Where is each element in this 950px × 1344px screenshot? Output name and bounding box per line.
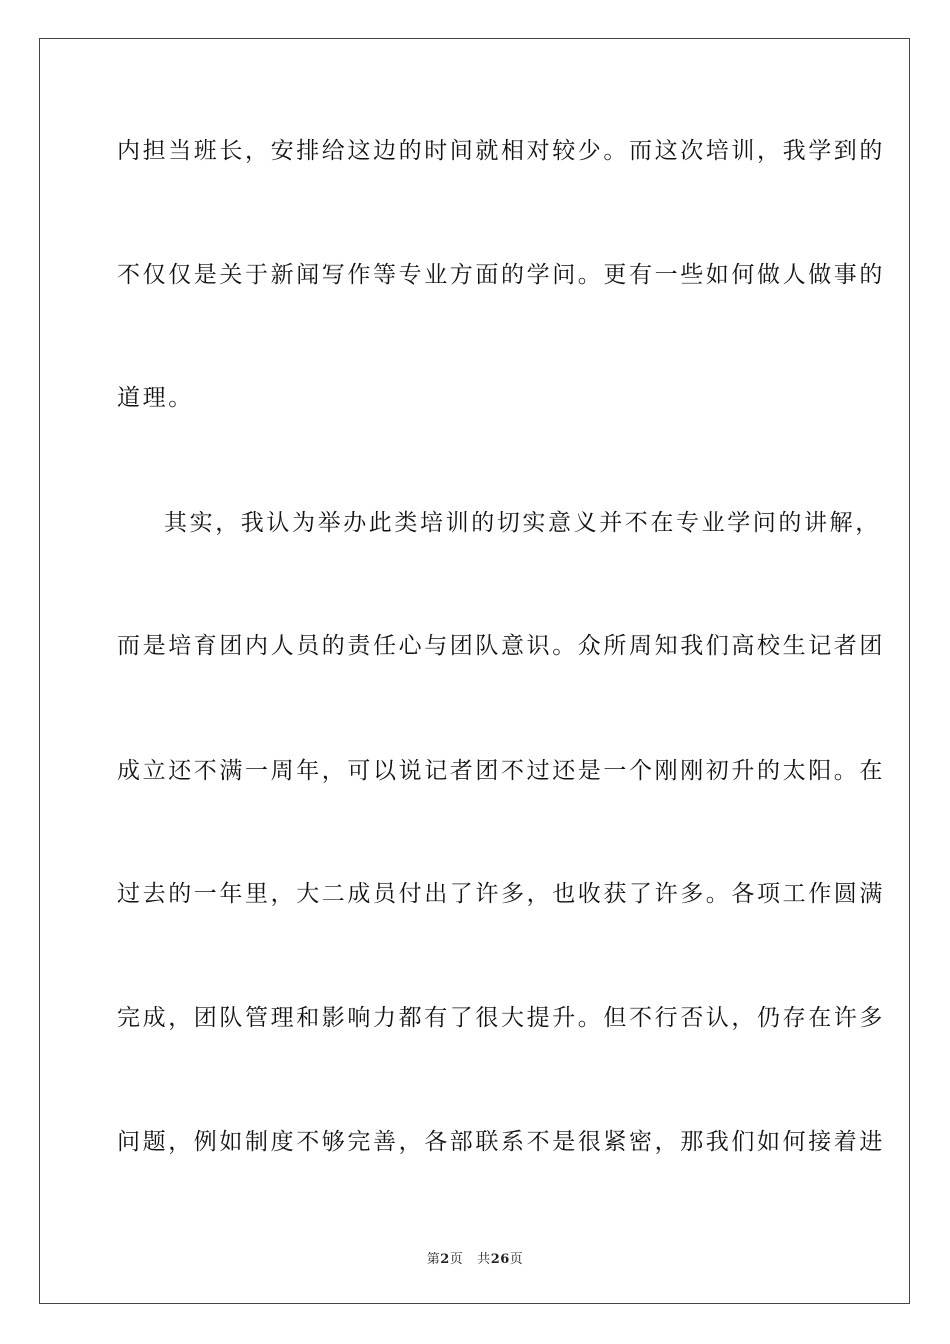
total-prefix: 共 xyxy=(477,1252,491,1267)
total-suffix: 页 xyxy=(509,1252,524,1267)
page-footer xyxy=(0,1248,950,1267)
text-line: 问题，例如制度不够完善，各部联系不是很紧密，那我们如何接着进 xyxy=(117,1129,885,1155)
text-line: 成立还不满一周年，可以说记者团不过还是一个刚刚初升的太阳。在 xyxy=(117,758,885,784)
total-pages: 26 xyxy=(490,1252,510,1267)
page-border xyxy=(39,38,910,1304)
page-prefix: 第 xyxy=(426,1252,441,1267)
text-line: 而是培育团内人员的责任心与团队意识。众所周知我们高校生记者团 xyxy=(117,633,885,659)
text-line: 不仅仅是关于新闻写作等专业方面的学问。更有一些如何做人做事的 xyxy=(117,262,885,288)
text-line: 内担当班长，安排给这边的时间就相对较少。而这次培训，我学到的 xyxy=(117,138,885,164)
page-number: 2 xyxy=(440,1252,450,1267)
text-line: 完成，团队管理和影响力都有了很大提升。但不行否认，仍存在许多 xyxy=(117,1005,885,1031)
page-suffix: 页 xyxy=(449,1252,464,1267)
paragraph-first-line: 其实，我认为举办此类培训的切实意义并不在专业学问的讲解， xyxy=(164,510,881,536)
text-line: 道理。 xyxy=(117,385,194,411)
text-line: 过去的一年里，大二成员付出了许多，也收获了许多。各项工作圆满 xyxy=(117,881,885,907)
